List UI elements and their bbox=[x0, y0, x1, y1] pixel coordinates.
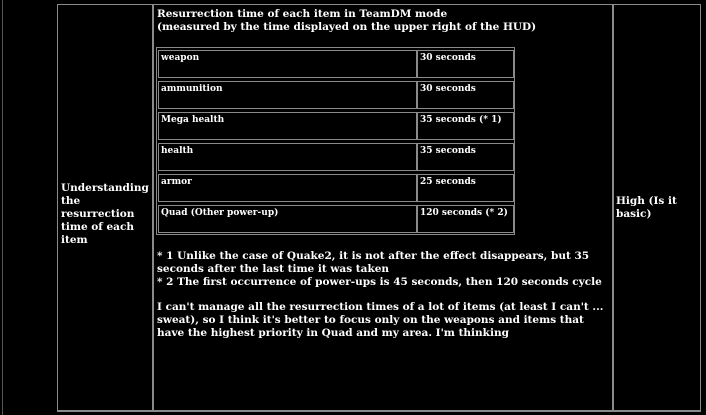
item-time-cell: 35 seconds (* 1) bbox=[417, 112, 514, 140]
resurrection-time-table bbox=[156, 47, 515, 235]
footnote-1: * 1 Unlike the case of Quake2, it is not after the effect disappears, but 35 seconds after the last time it was taken bbox=[157, 250, 590, 275]
spacer bbox=[157, 289, 611, 301]
item-name-cell: weapon bbox=[158, 50, 417, 78]
table-row bbox=[157, 48, 514, 79]
priority-label: High (Is it basic) bbox=[616, 195, 677, 220]
next-row-border bbox=[57, 411, 701, 415]
heading-subtitle: (measured by the time displayed on the upper right of the HUD) bbox=[157, 21, 537, 33]
item-time-cell: 30 seconds bbox=[417, 50, 514, 78]
table-row bbox=[157, 79, 514, 110]
item-time-cell: 120 seconds (* 2) bbox=[417, 205, 514, 233]
heading-title: Resurrection time of each item in TeamDM mode bbox=[157, 8, 448, 20]
item-time-cell: 35 seconds bbox=[417, 143, 514, 171]
table-row bbox=[157, 110, 514, 141]
notes-block bbox=[157, 250, 611, 340]
table-row bbox=[157, 141, 514, 172]
item-name-cell: Mega health bbox=[158, 112, 417, 140]
page-left-border bbox=[0, 0, 3, 415]
section-heading bbox=[157, 8, 607, 34]
item-time-cell: 25 seconds bbox=[417, 174, 514, 202]
item-name-cell: ammunition bbox=[158, 81, 417, 109]
table-row bbox=[157, 203, 514, 234]
item-name-cell: health bbox=[158, 143, 417, 171]
item-name-cell: armor bbox=[158, 174, 417, 202]
item-name-cell: Quad (Other power-up) bbox=[158, 205, 417, 233]
footnote-2: * 2 The first occurrence of power-ups is 45 seconds, then 120 seconds cycle bbox=[157, 276, 602, 288]
item-time-cell: 30 seconds bbox=[417, 81, 514, 109]
author-comment: I can't manage all the resurrection times of a lot of items (at least I can't ... sweat), so I think it's better to focus only on the weapons and items that have the highest priority in Quad and my area. I'm thinking bbox=[157, 301, 604, 339]
table-row bbox=[157, 172, 514, 203]
topic-label: Understanding the resurrection time of each item bbox=[61, 182, 149, 246]
